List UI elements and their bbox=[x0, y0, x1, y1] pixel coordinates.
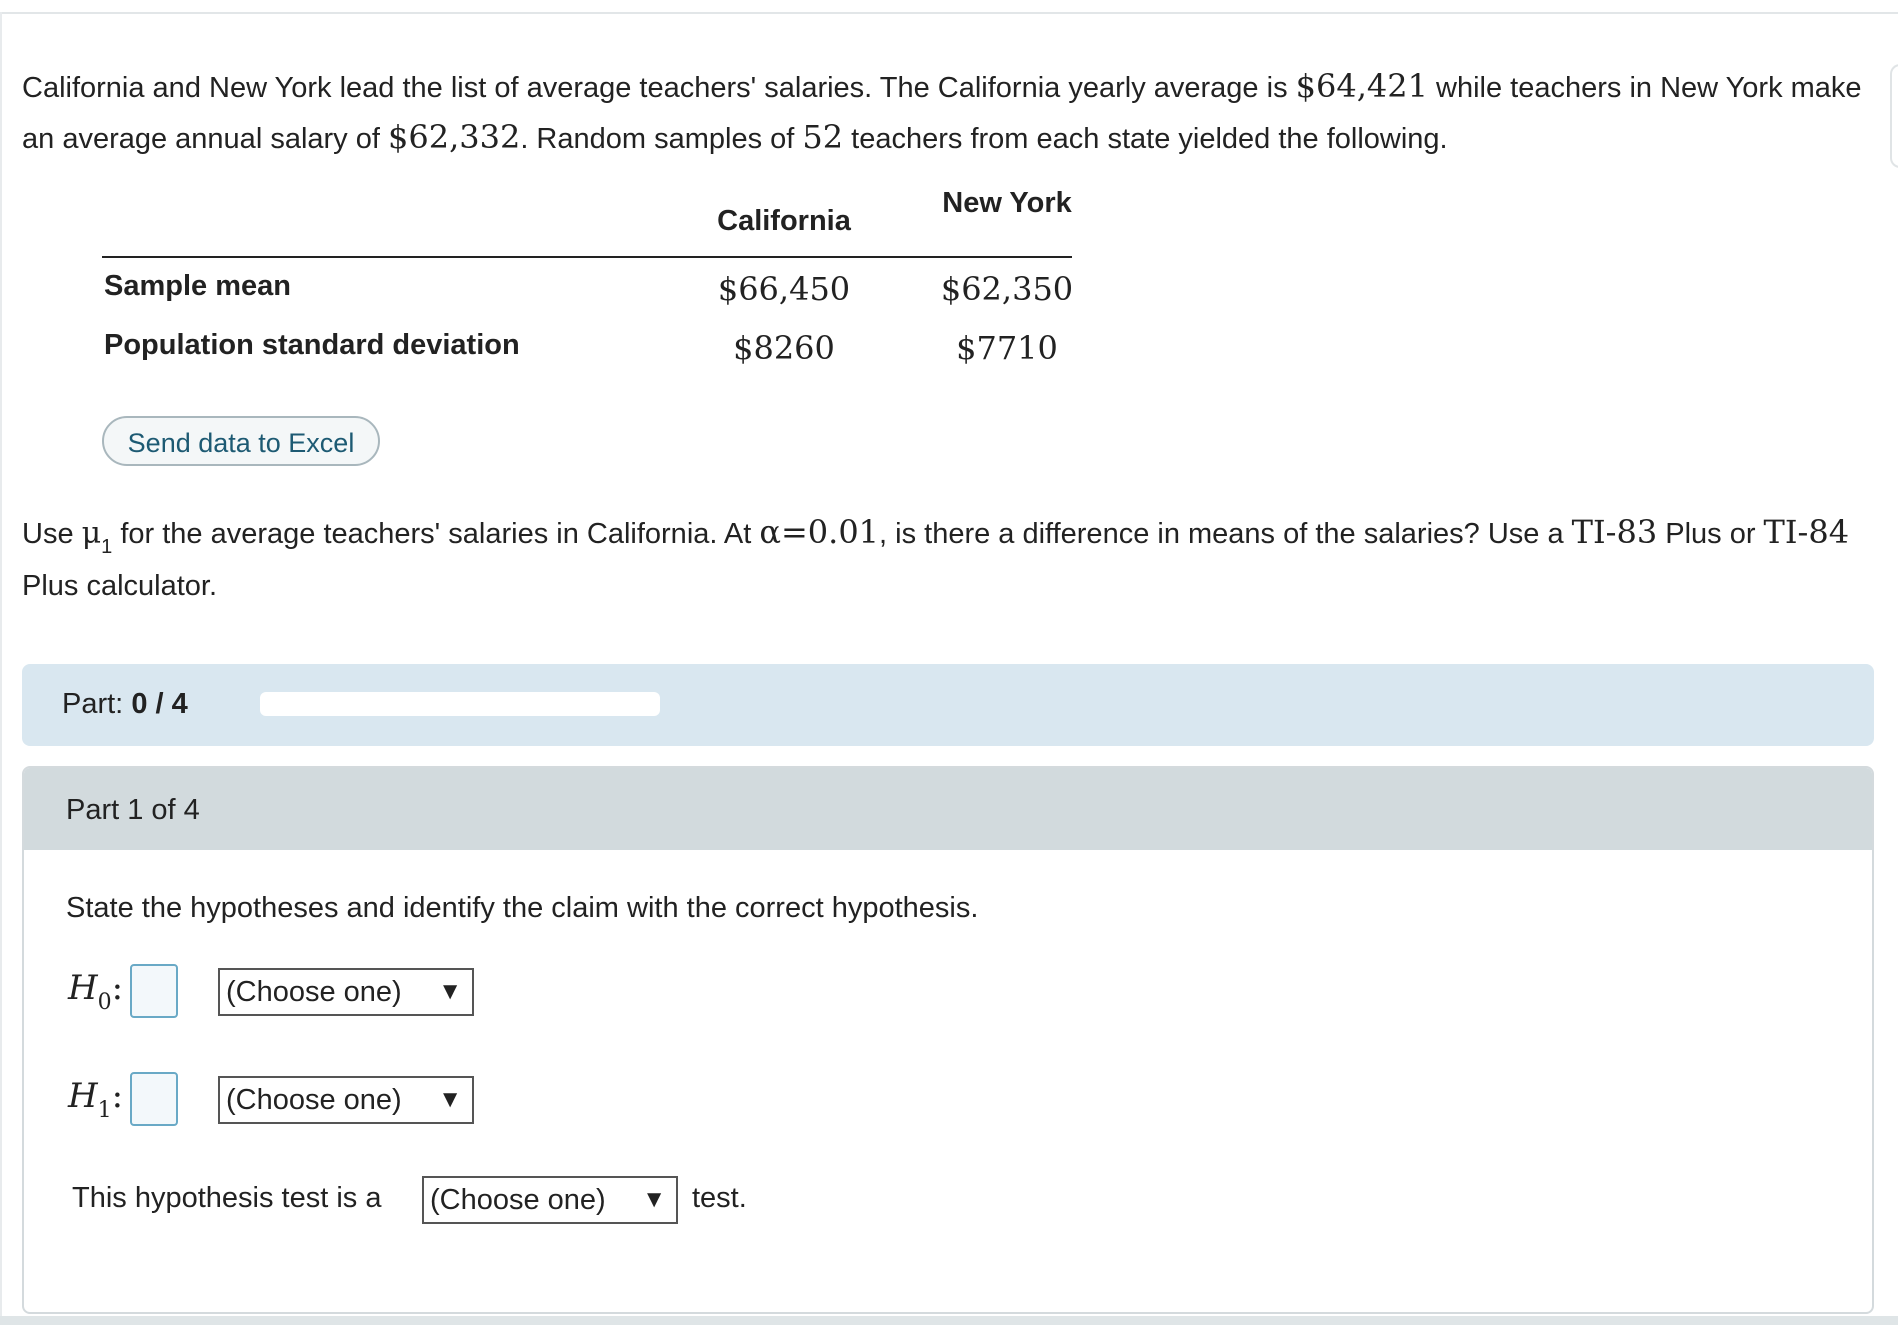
frame-left-border bbox=[0, 12, 2, 1325]
test-type-select[interactable]: (Choose one) ▼ bbox=[422, 1176, 678, 1224]
part-panel bbox=[22, 766, 1874, 1314]
sample-size: 52 bbox=[802, 118, 844, 156]
chevron-down-icon: ▼ bbox=[642, 1186, 666, 1213]
question-paragraph: Use $\mu_1$ for the average teachers' salaries in California. At α=0.01, is there a difference in means of the salaries? Use a TI-83 Plus or TI-84 Plus calculator. bbox=[22, 513, 1850, 602]
progress-label: Part: 0 / 4 bbox=[62, 688, 188, 720]
table-header-rule bbox=[102, 256, 1072, 258]
chevron-down-icon: ▼ bbox=[438, 978, 462, 1005]
column-header-california: California bbox=[717, 205, 851, 237]
cell-sample-mean-california: $66,450 bbox=[717, 270, 851, 308]
row-label-sample-mean: Sample mean bbox=[104, 270, 291, 302]
send-data-to-excel-button[interactable]: Send data to Excel bbox=[102, 416, 380, 466]
alpha-expression: α=0.01 bbox=[759, 513, 880, 551]
ti84-label: TI-84 bbox=[1763, 513, 1850, 551]
part-instruction: State the hypotheses and identify the claim with the correct hypothesis. bbox=[66, 892, 979, 924]
cell-population-sd-new-york: $7710 bbox=[956, 329, 1058, 367]
mu-symbol: μ bbox=[81, 516, 102, 551]
progress-value: 0 / 4 bbox=[131, 688, 188, 720]
h0-input-box[interactable] bbox=[130, 964, 178, 1018]
h0-claim-select[interactable]: (Choose one) ▼ bbox=[218, 968, 474, 1016]
progress-bar bbox=[260, 692, 660, 716]
ca-average: $64,421 bbox=[1295, 67, 1428, 105]
test-type-suffix: test. bbox=[692, 1182, 747, 1214]
frame-bottom-border bbox=[0, 1316, 1898, 1325]
chevron-down-icon: ▼ bbox=[438, 1086, 462, 1113]
mu-subscript: 1 bbox=[101, 536, 113, 558]
ti83-label: TI-83 bbox=[1571, 513, 1658, 551]
part-header bbox=[24, 768, 1872, 850]
h1-claim-select[interactable]: (Choose one) ▼ bbox=[218, 1076, 474, 1124]
progress-panel bbox=[22, 664, 1874, 746]
h1-label: $H_1$: bbox=[68, 1076, 124, 1123]
test-type-prefix: This hypothesis test is a bbox=[72, 1182, 382, 1214]
h0-label: $H_0$: bbox=[68, 968, 124, 1015]
cell-population-sd-california: $8260 bbox=[733, 329, 835, 367]
row-label-population-sd: Population standard deviation bbox=[104, 329, 520, 361]
ny-average: $62,332 bbox=[387, 118, 521, 156]
cell-sample-mean-new-york: $62,350 bbox=[940, 270, 1074, 308]
test-type-row bbox=[72, 1176, 872, 1226]
intro-paragraph: California and New York lead the list of average teachers' salaries. The California yearly average is $64,421 while teachers in New York make an average annual salary of $62,332. Random samples of 52 teachers from each state yielded the following. bbox=[22, 67, 1862, 156]
part-title: Part 1 of 4 bbox=[66, 794, 200, 826]
column-header-new-york: New York bbox=[942, 187, 1072, 219]
frame-right-notch bbox=[1890, 64, 1898, 168]
h1-input-box[interactable] bbox=[130, 1072, 178, 1126]
frame-top-border bbox=[0, 12, 1898, 14]
